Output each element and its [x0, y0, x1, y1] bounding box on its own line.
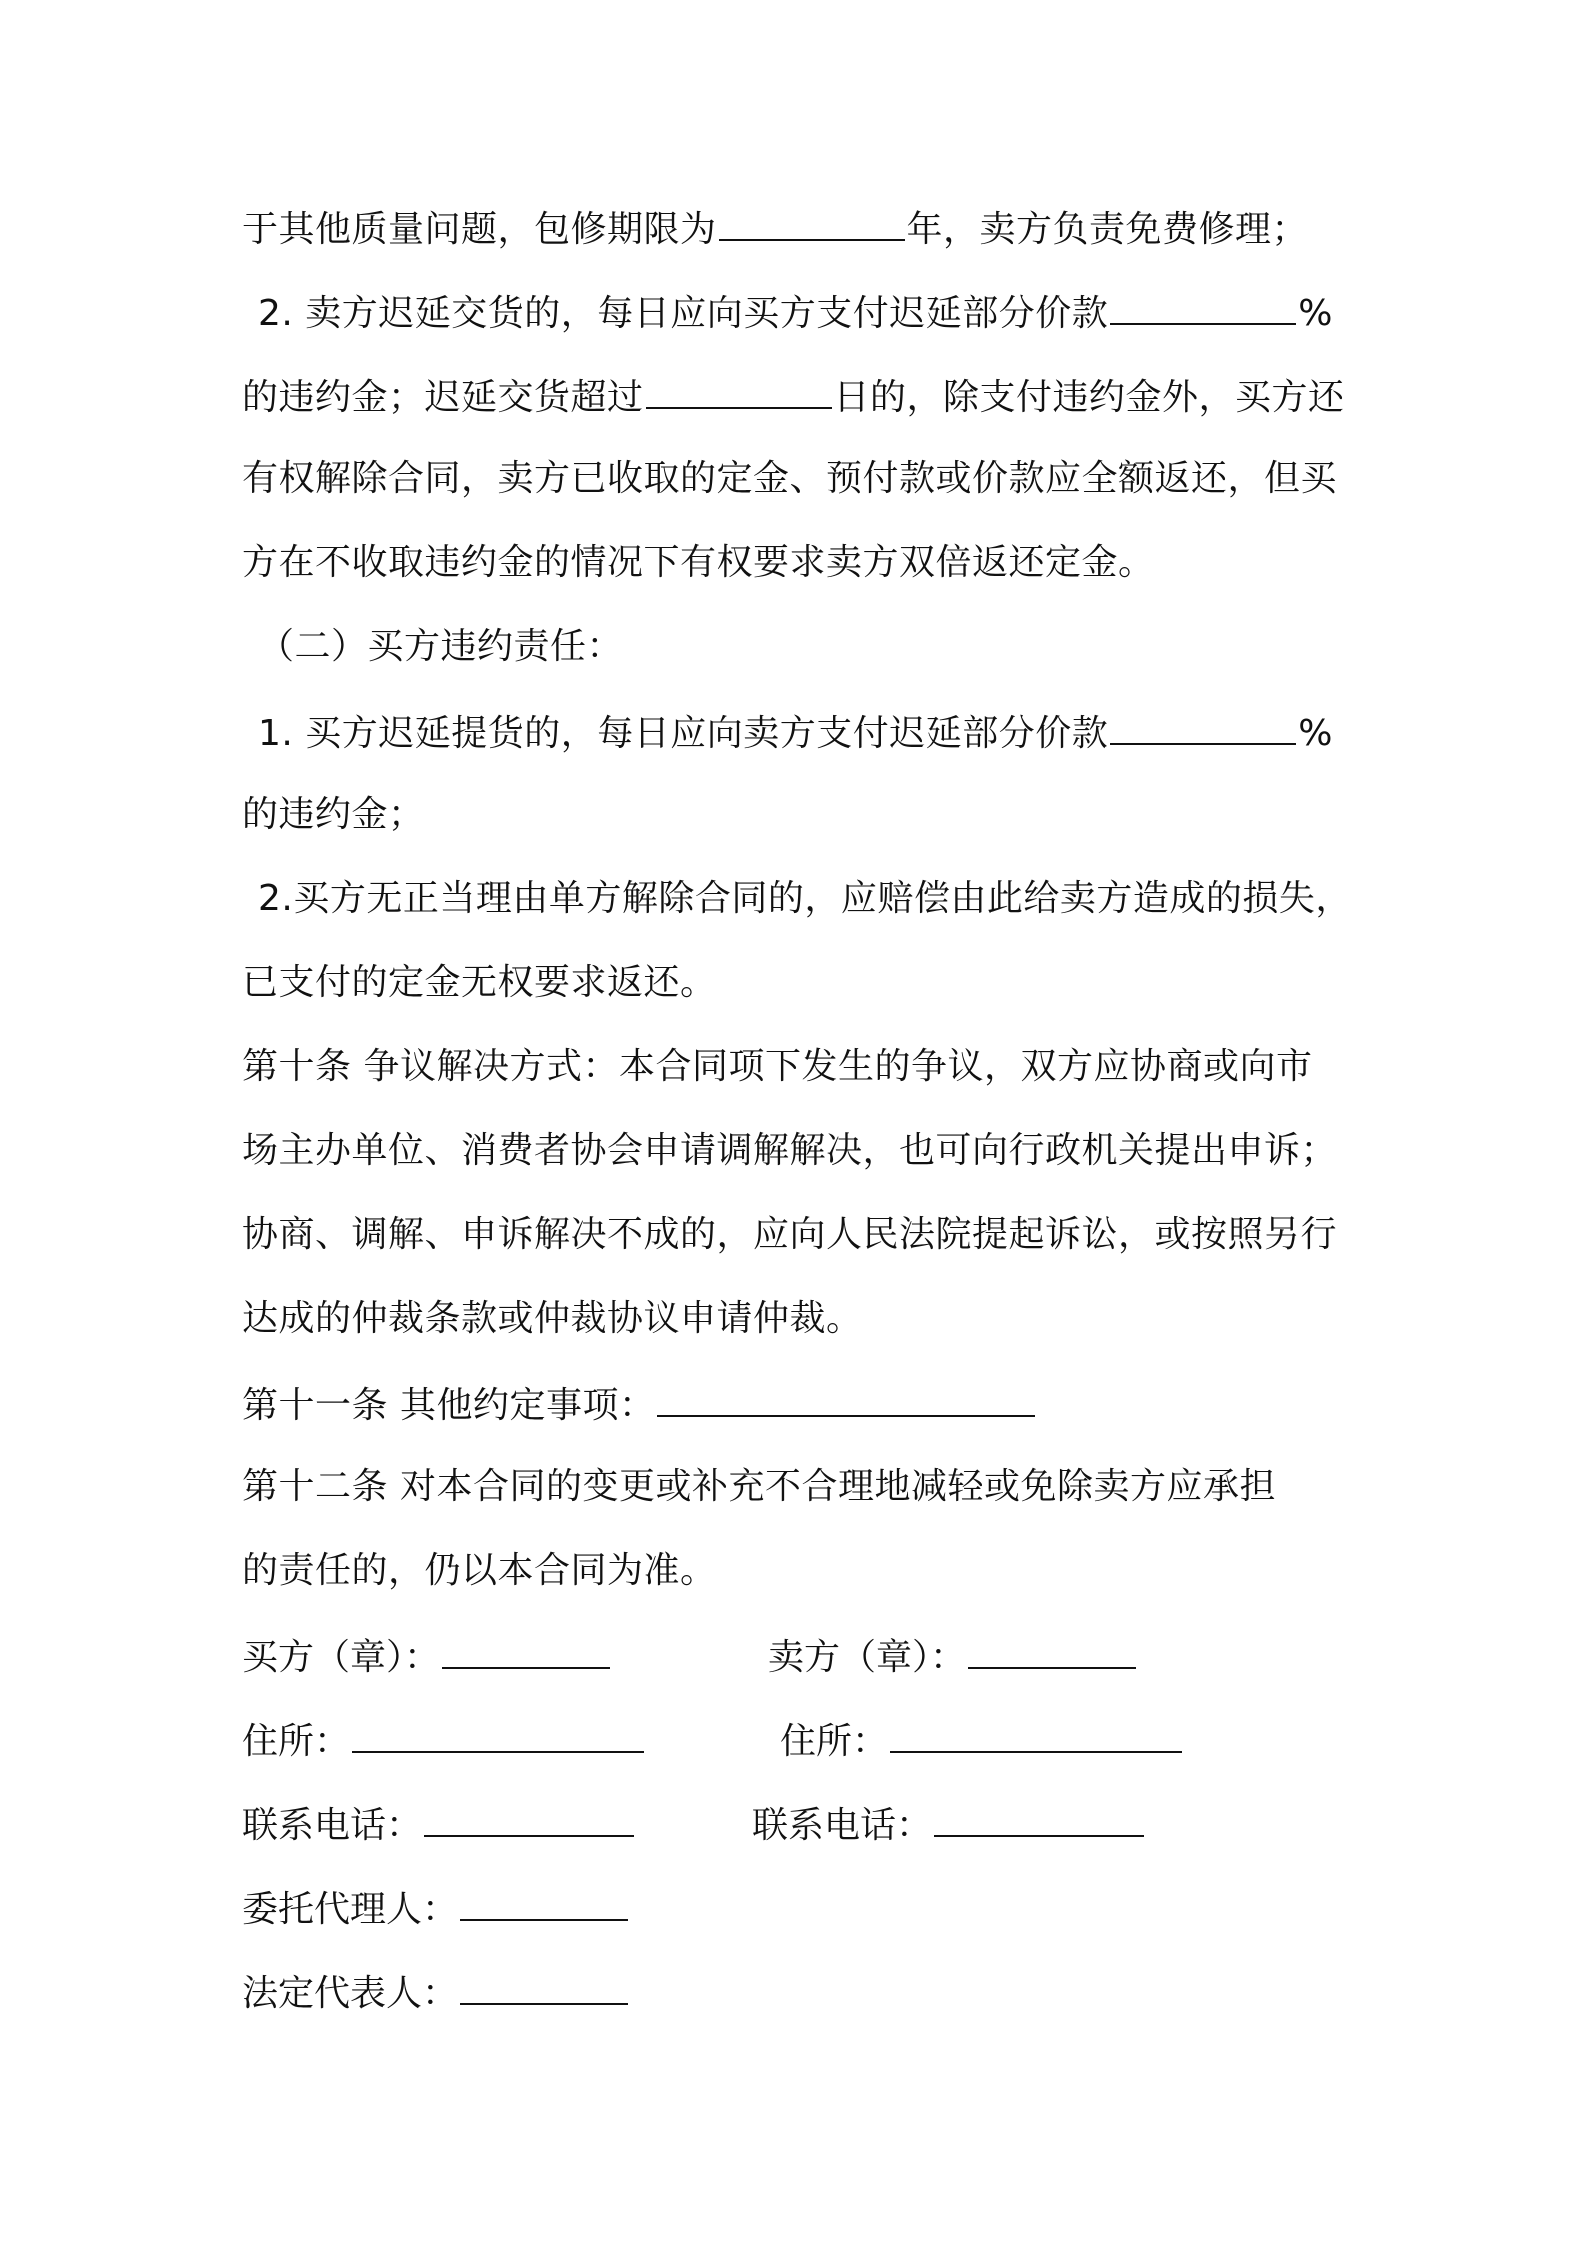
agent-row — [242, 1883, 630, 1934]
article-12: 第十二条 对本合同的变更或补充不合理地减轻或免除卖方应承担 — [242, 1466, 1276, 1507]
text: 2. 卖方迟延交货的，每日应向买方支付迟延部分价款 — [258, 293, 1109, 334]
blank-field[interactable] — [934, 1799, 1144, 1837]
buyer-seal-row — [242, 1631, 612, 1682]
clause-line: 的违约金； — [242, 794, 425, 835]
label: 住所： — [242, 1721, 351, 1762]
blank-field[interactable] — [890, 1715, 1182, 1753]
blank-field[interactable] — [442, 1631, 610, 1669]
clause-line — [258, 287, 1378, 338]
blank-field[interactable] — [968, 1631, 1136, 1669]
blank-field[interactable] — [424, 1799, 634, 1837]
section-heading: （二）买方违约责任： — [258, 626, 624, 667]
text: 日的，除支付违约金外，买方还 — [833, 377, 1345, 418]
blank-field[interactable] — [460, 1883, 628, 1921]
blank-field[interactable] — [657, 1379, 1035, 1417]
blank-field[interactable] — [460, 1967, 628, 2005]
blank-field[interactable] — [646, 371, 832, 409]
clause-line — [258, 707, 1378, 758]
label: 住所： — [780, 1721, 889, 1762]
blank-field[interactable] — [719, 203, 905, 241]
blank-field[interactable] — [1110, 707, 1296, 745]
seller-seal-row — [768, 1631, 1138, 1682]
text: 的违约金；迟延交货超过 — [242, 377, 644, 418]
legal-rep-row — [242, 1967, 630, 2018]
label: 买方（章）： — [242, 1637, 441, 1678]
clause-line: 已支付的定金无权要求返还。 — [242, 962, 717, 1003]
article-11 — [242, 1379, 1362, 1430]
blank-field[interactable] — [352, 1715, 644, 1753]
label: 委托代理人： — [242, 1889, 459, 1930]
clause-line: 协商、调解、申诉解决不成的，应向人民法院提起诉讼，或按照另行 — [242, 1214, 1338, 1255]
text: 1. 买方迟延提货的，每日应向卖方支付迟延部分价款 — [258, 713, 1109, 754]
clause-line: 的责任的，仍以本合同为准。 — [242, 1550, 717, 1591]
label: 卖方（章）： — [768, 1637, 967, 1678]
clause-line: 场主办单位、消费者协会申请调解解决，也可向行政机关提出申诉； — [242, 1130, 1338, 1171]
seller-phone-row — [752, 1799, 1146, 1850]
text: % — [1298, 293, 1334, 334]
text: 年，卖方负责免费修理； — [906, 209, 1309, 250]
seller-address-row — [780, 1715, 1184, 1766]
clause-line — [242, 371, 1362, 422]
buyer-phone-row — [242, 1799, 636, 1850]
clause-line: 2.买方无正当理由单方解除合同的，应赔偿由此给卖方造成的损失， — [258, 878, 1352, 919]
label: 联系电话： — [242, 1805, 423, 1846]
clause-line — [242, 203, 1362, 254]
clause-line: 达成的仲裁条款或仲裁协议申请仲裁。 — [242, 1298, 863, 1339]
label: 法定代表人： — [242, 1973, 459, 2014]
article-10: 第十条 争议解决方式：本合同项下发生的争议，双方应协商或向市 — [242, 1046, 1313, 1087]
text: 于其他质量问题，包修期限为 — [242, 209, 717, 250]
text: 第十一条 其他约定事项： — [242, 1385, 656, 1426]
text: % — [1298, 713, 1334, 754]
buyer-address-row — [242, 1715, 646, 1766]
clause-line: 有权解除合同，卖方已收取的定金、预付款或价款应全额返还，但买 — [242, 458, 1338, 499]
label: 联系电话： — [752, 1805, 933, 1846]
blank-field[interactable] — [1110, 287, 1296, 325]
clause-line: 方在不收取违约金的情况下有权要求卖方双倍返还定金。 — [242, 542, 1155, 583]
